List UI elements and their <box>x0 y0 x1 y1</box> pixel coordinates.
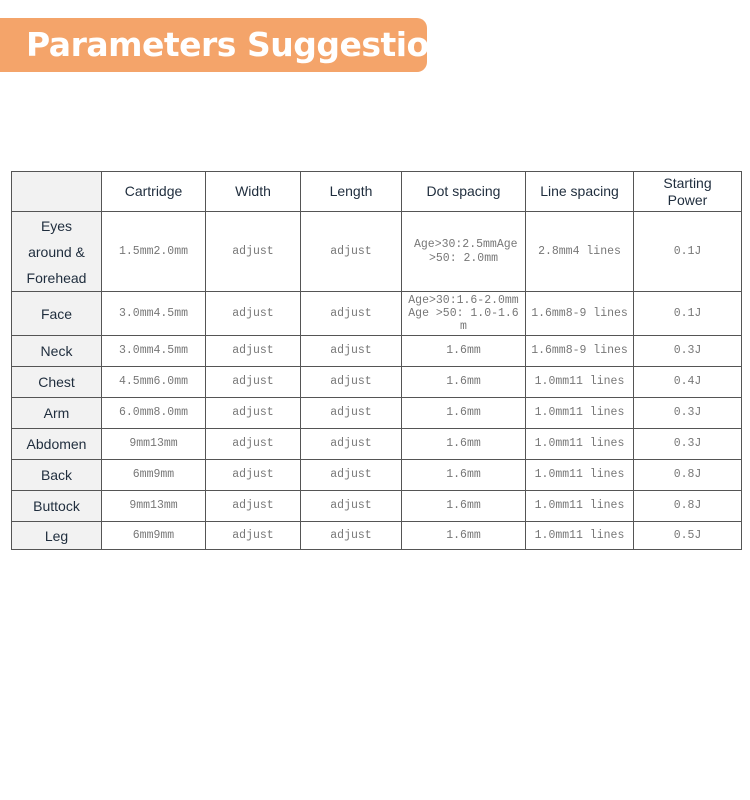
header-line-spacing: Line spacing <box>526 172 634 212</box>
power-cell: 0.4J <box>634 367 742 398</box>
cartridge-cell: 1.5mm2.0mm <box>102 212 206 292</box>
line-spacing-cell: 1.0mm11 lines <box>526 460 634 491</box>
cartridge-cell: 9mm13mm <box>102 429 206 460</box>
dot-spacing-cell: 1.6mm <box>402 460 526 491</box>
dot-spacing-cell: 1.6mm <box>402 398 526 429</box>
cartridge-cell: 6mm9mm <box>102 460 206 491</box>
cartridge-cell: 6mm9mm <box>102 522 206 550</box>
table-row <box>12 336 742 367</box>
dot-spacing-cell: 1.6mm <box>402 491 526 522</box>
row-area: Abdomen <box>12 429 102 460</box>
power-cell: 0.3J <box>634 398 742 429</box>
table-row <box>12 398 742 429</box>
table-header-row <box>12 172 742 212</box>
header-dot-spacing: Dot spacing <box>402 172 526 212</box>
cartridge-cell: 4.5mm6.0mm <box>102 367 206 398</box>
parameters-table <box>11 171 742 550</box>
length-cell: adjust <box>301 292 402 336</box>
page-title: Parameters Suggestion <box>26 25 452 64</box>
table-row <box>12 367 742 398</box>
length-cell: adjust <box>301 398 402 429</box>
width-cell: adjust <box>206 522 301 550</box>
dot-spacing-cell: 1.6mm <box>402 336 526 367</box>
power-cell: 0.8J <box>634 460 742 491</box>
row-area: Eyes around & Forehead <box>12 212 102 292</box>
dot-spacing-cell: 1.6mm <box>402 522 526 550</box>
header-starting-power: Starting Power <box>634 172 742 212</box>
table-row <box>12 522 742 550</box>
power-cell: 0.1J <box>634 212 742 292</box>
line-spacing-cell: 1.0mm11 lines <box>526 429 634 460</box>
table-row <box>12 460 742 491</box>
row-area: Back <box>12 460 102 491</box>
cartridge-cell: 9mm13mm <box>102 491 206 522</box>
line-spacing-cell: 1.0mm11 lines <box>526 522 634 550</box>
power-cell: 0.1J <box>634 292 742 336</box>
width-cell: adjust <box>206 292 301 336</box>
table-row <box>12 292 742 336</box>
line-spacing-cell: 1.0mm11 lines <box>526 491 634 522</box>
cartridge-cell: 3.0mm4.5mm <box>102 336 206 367</box>
cartridge-cell: 3.0mm4.5mm <box>102 292 206 336</box>
line-spacing-cell: 2.8mm4 lines <box>526 212 634 292</box>
line-spacing-cell: 1.6mm8-9 lines <box>526 292 634 336</box>
width-cell: adjust <box>206 367 301 398</box>
row-area: Leg <box>12 522 102 550</box>
power-cell: 0.8J <box>634 491 742 522</box>
page-title-banner <box>0 18 452 72</box>
header-cartridge: Cartridge <box>102 172 206 212</box>
width-cell: adjust <box>206 429 301 460</box>
table-row <box>12 212 742 292</box>
line-spacing-cell: 1.0mm11 lines <box>526 398 634 429</box>
dot-spacing-cell: 1.6mm <box>402 367 526 398</box>
width-cell: adjust <box>206 460 301 491</box>
dot-spacing-cell: Age>30:1.6-2.0mmAge >50: 1.0-1.6m <box>402 292 526 336</box>
row-area: Neck <box>12 336 102 367</box>
dot-spacing-cell: Age>30:2.5mmAge >50: 2.0mm <box>402 212 526 292</box>
width-cell: adjust <box>206 212 301 292</box>
table-row <box>12 491 742 522</box>
length-cell: adjust <box>301 336 402 367</box>
header-corner-cell <box>12 172 102 212</box>
header-length: Length <box>301 172 402 212</box>
row-area: Chest <box>12 367 102 398</box>
header-width: Width <box>206 172 301 212</box>
length-cell: adjust <box>301 429 402 460</box>
line-spacing-cell: 1.6mm8-9 lines <box>526 336 634 367</box>
length-cell: adjust <box>301 522 402 550</box>
length-cell: adjust <box>301 212 402 292</box>
width-cell: adjust <box>206 336 301 367</box>
length-cell: adjust <box>301 491 402 522</box>
width-cell: adjust <box>206 491 301 522</box>
table-row <box>12 429 742 460</box>
power-cell: 0.3J <box>634 429 742 460</box>
line-spacing-cell: 1.0mm11 lines <box>526 367 634 398</box>
row-area: Buttock <box>12 491 102 522</box>
width-cell: adjust <box>206 398 301 429</box>
row-area: Face <box>12 292 102 336</box>
length-cell: adjust <box>301 367 402 398</box>
power-cell: 0.3J <box>634 336 742 367</box>
power-cell: 0.5J <box>634 522 742 550</box>
cartridge-cell: 6.0mm8.0mm <box>102 398 206 429</box>
length-cell: adjust <box>301 460 402 491</box>
dot-spacing-cell: 1.6mm <box>402 429 526 460</box>
row-area: Arm <box>12 398 102 429</box>
